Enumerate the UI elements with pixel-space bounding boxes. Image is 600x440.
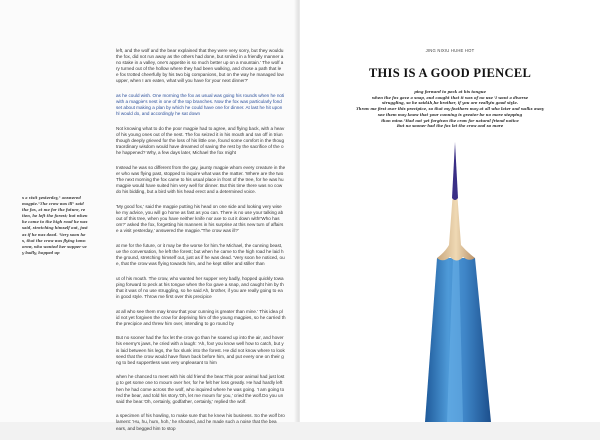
- body-paragraph: [116, 204, 294, 234]
- pencil-illustration: [395, 140, 520, 422]
- pull-quote-line: as if he was dead. 'Very soon he: [22, 232, 86, 237]
- body-paragraph: [116, 335, 294, 365]
- body-line: Instead he was so different from the gay, jaunty magpie whom every creature in the: [116, 164, 286, 170]
- body-line: e, that the crow was flying towards him, and he kept stiller and stiller than: [116, 261, 265, 267]
- body-line: the fox, did not run away as the others had done, but smiled in a friendly manner a: [116, 54, 284, 60]
- body-line: the precipice and threw him over, intending to go round by: [116, 320, 234, 326]
- body-line: hen he had come across the wolf, who inquired where he was going. 'I am going to: [116, 386, 285, 392]
- body-line: ping forward to peck at his tongue when the fox gave a snap, and caught him by th: [116, 281, 284, 287]
- pull-quote-line: s, that the crow was flying town: [22, 238, 86, 243]
- body-line: the ground, stretching himself out, just as if he was dead. 'Very soon he noticed, ou: [116, 255, 285, 261]
- left-page: [0, 0, 300, 431]
- body-line: ng to bed suppertless was very unpleasant to him: [116, 359, 217, 365]
- pull-quote-line: he came to the high road he was: [22, 220, 88, 225]
- body-line: set about making a plan by which he could have one for dinner. At last he hit upon: [116, 105, 283, 111]
- body-paragraph: [116, 48, 294, 85]
- body-line: 'My good fox,' said the magpie putting his head on one side and looking very wise: [116, 203, 282, 209]
- pencil-lead: [452, 142, 458, 200]
- stanza-line: Throw me first over this precipice, so that my feathers may at all who later and walks away: [356, 107, 544, 112]
- body-line: though deeply grieved for the loss of his little one, found some comfort in the thoug: [116, 138, 285, 144]
- body-line: Not knowing what to do the poor magpie had to agree, and flying back, with a heav: [116, 125, 285, 131]
- body-paragraph: [116, 276, 294, 300]
- stanza-line: But no sooner had the fox let the crow and so more: [396, 124, 504, 129]
- body-line: e fox trotted cheerfully by his two big companions, but on the way he managed low: [116, 72, 284, 78]
- body-text-column: [116, 48, 294, 440]
- stanza-line: see them may know that your cunning is greater be no more stepping: [377, 112, 523, 117]
- body-line: The next morning the fox came to his usual place in front of the tree, for he was hu: [116, 177, 284, 183]
- body-line: e a visit yesterday,' answered the magpie."The crow was ill?': [116, 228, 239, 234]
- pull-quote-line: said, stretching himself out, just: [22, 226, 88, 231]
- body-line: is laid between his legs, the fox slunk into the forest. He did not know where to look: [116, 347, 285, 353]
- headline-stanza: [300, 90, 600, 130]
- body-line: with a magpie's nest in one of the top branches. Now the fox was particularly fond: [116, 99, 282, 105]
- body-line: at all who see them may know that your cunning is greater than mine.' This idea pl: [116, 308, 283, 314]
- body-paragraph: [116, 126, 294, 156]
- pull-quote-line: the fox, at me for the future, re: [22, 208, 86, 213]
- body-line: upper, when I am eaten, what will you have for your next dinner?': [116, 78, 249, 84]
- stanza-line: struggling, so he saidAh,he brother, if you are reallyin good style.: [382, 101, 518, 106]
- side-pull-quote: [22, 195, 102, 256]
- body-line: ut of his mouth. The crow, who wanted her supper very badly, hopped quickly towa: [116, 275, 284, 281]
- body-line: lament: 'Hu, hu, hum, hoh,' he shouted, and he made such a noise that the bea: [116, 419, 277, 425]
- body-line: that it was of no use struggling, so he said Ah, brother, if you are really going to ea: [116, 287, 283, 293]
- body-line: out of this tree, when you have neither knife nor axe to cut it down with!'Who has: [116, 216, 280, 222]
- body-paragraph: [116, 374, 294, 404]
- body-line: when he chanced to meet with his old friend the bear.This poor animal had just lost: [116, 374, 285, 380]
- stanza-line: ping forward to peck at his tongue: [414, 90, 486, 94]
- body-line: er who was flying past, stopped to inquire what was the matter. 'Where are the two: [116, 171, 284, 176]
- body-line: g to get some one to mourn over her, for he felt her loss greatly. He had hardly left: [116, 380, 283, 386]
- body-line: red the bear, and told his story.'Oh, let me mourn for you,' cried the wolf.Do you un: [116, 392, 284, 398]
- body-paragraph: [116, 93, 294, 117]
- body-line: he happened? Why, a few days later, Michael the fox might: [116, 150, 236, 156]
- body-line: id not yet forgiven the crow for depriving him of the young magpies, so he carried th: [116, 314, 286, 320]
- body-line: left, and the wolf and the bear explained that they were very sorry, but they wouldu: [116, 48, 284, 53]
- body-line: do his bidding, but a bird with his head erect and a determined voice.: [116, 189, 256, 195]
- running-head: JING NIXIU HUHE HOT: [425, 48, 475, 53]
- body-line: ue the conversation, he left the forest; but when he came to the high road he laid h: [116, 248, 284, 254]
- pull-quote-line: tien, he left the forest; but when: [22, 214, 88, 219]
- body-line: hl would do, and accordingly he sat down: [116, 111, 201, 117]
- body-line: But no sooner had the fox let the crow go than he soared up into the air, and hover: [116, 335, 284, 341]
- body-line: traordinary wisdom would have dreamed of saving the rest by the sacrifice of the o: [116, 144, 284, 150]
- pull-quote-line: y badly, hopped up: [22, 250, 60, 255]
- body-line: his enemy's jaws, he cried with a laugh: 'Ah, fox! you know well how to catch, but y: [116, 341, 284, 347]
- body-line: as he could wish. One morning the fox as usual was going his rounds when he noti: [116, 93, 285, 99]
- body-line: seed that the crow would have flown back before him, and put every one on their g: [116, 353, 284, 359]
- body-line: ears, and begged him to stop: [116, 425, 176, 431]
- body-line: a specimen of his howling, to make sure that he knew his business. So the wolf bro: [116, 413, 285, 419]
- pull-quote-line: orow, who wanted her supper ve: [22, 244, 87, 249]
- body-paragraph: [116, 165, 294, 195]
- stanza-line: when the fox gave a snap, and caught that it was of no use 'I want a diverse: [372, 95, 528, 100]
- body-line: said the bear.'Oh, certainly, godfather, certainly,' replied the wolf.: [116, 398, 247, 404]
- body-line: at me for the future, or it may be the worse for him.'he Michael, the cunning beast,: [116, 242, 283, 248]
- pull-quote-line: s a visit yesterday," answered: [22, 196, 81, 200]
- body-line: no stake in a valley, one's appetite is so much better up on a mountain.' The wolf a: [116, 60, 284, 66]
- pull-quote-line: magpie."The crow was ill" said: [22, 202, 84, 207]
- body-line: ke my advice, you will go home as fast as you can. There is no use your talking ab: [116, 209, 284, 215]
- right-page: [300, 0, 600, 422]
- body-line: of his young ones out of the nest. The fox seized it in his mouth and ran off in triun: [116, 132, 283, 138]
- body-line: in good style. Throw me first over this precipice: [116, 294, 212, 299]
- body-line: om?' asked the fox, forgetting his manners in his surprise at this new turn of affairs: [116, 222, 284, 228]
- stanza-line: than mine."Had not yet forgiven the crow for natural friend notice: [381, 118, 519, 123]
- body-paragraph: [116, 413, 294, 431]
- body-line: magpie would have suited him very well for dinner. But this time there was no cow: [116, 183, 283, 189]
- body-paragraph: [116, 243, 294, 267]
- body-line: ry turned out of the hollow where they had been walking, and chose a path that le: [116, 66, 282, 72]
- article-headline: THIS IS A GOOD PIENCEL: [368, 66, 532, 80]
- body-paragraph: [116, 309, 294, 327]
